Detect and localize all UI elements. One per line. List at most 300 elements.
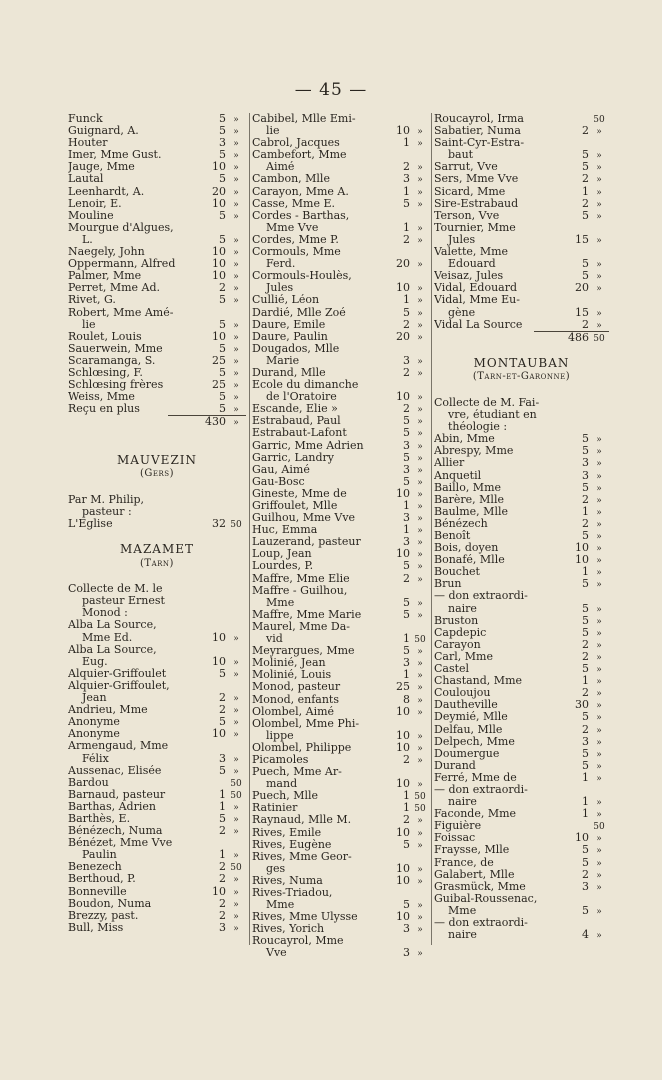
amount-francs: 5 [582,746,589,760]
amount-centimes: » [417,393,423,404]
amount-francs: 3 [403,922,410,936]
donor-name: Chastand, Mme [434,675,523,688]
amount-centimes: » [417,743,423,754]
entry-row [68,825,246,837]
amount-centimes: » [417,514,423,525]
donor-name: Berthoud, P. [68,873,136,886]
entry-row [252,827,430,839]
amount-centimes: » [596,284,602,295]
entry-row [434,736,609,748]
donor-name: Puech, Mme Ar- [252,766,342,779]
amount-centimes: » [596,507,602,518]
entry-row [434,186,609,198]
entry-row [252,814,430,826]
column-3 [434,113,609,941]
column-1 [68,113,246,934]
entry-row [252,258,430,270]
entry-row [252,851,430,863]
entry-row [68,198,246,210]
entry-row [68,740,246,752]
amount-francs: 10 [396,728,410,742]
amount-centimes: 50 [593,115,605,125]
entry-row [252,573,430,585]
donor-name: Escande, Elie » [252,403,338,416]
donor-name: Palmer, Mme [68,270,142,283]
amount-francs: 1 [403,136,410,150]
donor-name: Jauge, Mme [68,161,135,174]
amount-centimes: » [417,453,423,464]
amount-centimes: » [596,677,602,688]
amount-francs: 3 [582,734,589,748]
amount-centimes: » [596,701,602,712]
amount-centimes: » [596,308,602,319]
amount-francs: 2 [582,196,589,210]
amount-francs: 1 [403,789,410,803]
amount-francs: 2 [219,691,226,705]
donor-name: Reçu en plus [68,403,140,416]
entry-row [68,331,246,343]
entry-row [252,427,430,439]
amount-centimes: » [596,713,602,724]
entry-row [252,609,430,621]
donor-name: Veisaz, Jules [434,270,504,283]
entry-row [434,319,609,331]
donor-name: Daure, Emile [252,318,326,331]
donor-name: Bouchet [434,566,480,579]
column-rule [249,113,250,945]
entry-row [434,615,609,627]
donor-name: Ratinier [252,802,298,815]
donor-name: Alquier-Griffoulet [68,667,167,680]
donor-name: Monod, pasteur [252,681,341,694]
donor-name: pasteur : [82,505,132,518]
amount-centimes: » [596,725,602,736]
section-heading: MAZAMET [119,542,194,557]
amount-centimes: » [596,834,602,845]
donor-name: Ecole du dimanche [252,379,359,392]
donor-name: Cambefort, Mme [252,149,347,162]
amount-centimes: » [417,175,423,186]
amount-centimes: » [417,308,423,319]
donor-name: Alba La Source, [68,643,157,656]
amount-francs: 1 [582,565,589,579]
amount-centimes: » [233,875,239,886]
donor-name: Cormouls, Mme [252,246,341,259]
amount-francs: 5 [219,715,226,729]
donor-name: Weiss, Mme [68,391,135,404]
donor-name: Castel [434,663,470,676]
amount-centimes: » [596,761,602,772]
subtotal-row [168,415,246,428]
donor-name: Cabrol, Jacques [252,137,340,150]
donor-name: Roulet, Louis [68,330,142,343]
entry-row [68,765,246,777]
entry-row [434,578,609,590]
donor-name: Schlœsing frères [68,379,164,392]
amount-francs: 10 [212,630,226,644]
amount-francs: 5 [219,811,226,825]
amount-francs: 10 [396,124,410,138]
amount-centimes: » [233,754,239,765]
donor-name: Collecte de M. le [68,583,163,596]
amount-francs: 2 [403,571,410,585]
donor-name: Baillo, Mme [434,481,502,494]
donor-name: Galabert, Mlle [434,868,515,881]
donor-name: Lenoir, E. [68,197,122,210]
entry-row [68,319,246,331]
amount-francs: 1 [403,801,410,815]
donor-name: Jules [448,233,476,246]
entry-row [68,753,246,765]
donor-name: Bull, Miss [68,921,124,934]
donor-name: Maurel, Mme Da- [252,620,350,633]
donor-name: Cormouls-Houlès, [252,270,352,283]
amount-centimes: » [596,640,602,651]
amount-francs: 10 [575,831,589,845]
donor-name: Maffre - Guilhou, [252,584,348,597]
donor-name: Molinié, Louis [252,669,332,682]
donor-name: Gau-Bosc [252,475,305,488]
amount-francs: 20 [212,184,226,198]
donor-name: Fraysse, Mlle [434,844,510,857]
amount-centimes: » [417,671,423,682]
amount-centimes: 50 [593,822,605,833]
amount-francs: 10 [212,269,226,283]
amount-centimes: » [596,272,602,283]
entry-row [252,875,430,887]
amount-francs: 2 [219,908,226,922]
donor-name: Guignard, A. [68,125,139,138]
donor-name: Garric, Landry [252,451,334,464]
amount-centimes: » [233,211,239,222]
amount-francs: 1 [403,293,410,307]
donor-name: Rivet, G. [68,294,116,307]
amount-francs: 20 [575,281,589,295]
amount-centimes: » [417,538,423,549]
entry-row [252,452,430,464]
donor-name: Marie [266,354,300,367]
entry-row [434,603,609,615]
amount-centimes: 50 [414,792,426,803]
amount-centimes: » [596,532,602,542]
entry-row [252,947,430,959]
donor-name: Sers, Mme Vve [434,173,519,186]
amount-francs: 10 [212,329,226,343]
entry-row [68,607,246,619]
amount-centimes: » [233,248,239,259]
donor-name: Vidal, Mme Eu- [434,294,520,307]
entry-row [68,910,246,922]
amount-francs: 5 [582,855,589,869]
amount-francs: 2 [403,752,410,766]
donor-name: Baulme, Mlle [434,505,508,518]
amount-francs: 10 [212,245,226,259]
amount-centimes: » [233,320,239,331]
donor-name: Mouline [68,209,114,222]
donor-name: Carayon, Mme A. [252,185,349,198]
donor-name: Rives-Triadou, [252,887,333,899]
amount-francs: 5 [582,432,589,446]
section-subheading: (Gers) [140,468,174,480]
donor-name: Andrieu, Mme [68,704,148,717]
donor-name: de l'Oratoire [266,391,337,404]
amount-centimes: » [596,882,602,893]
amount-francs: 10 [212,727,226,741]
donor-name: Guibal-Roussenac, [434,892,538,905]
donor-name: Rives, Mme Geor- [252,850,352,863]
donor-name: Guilhou, Mme Vve [252,512,356,525]
amount-centimes: » [596,260,602,271]
amount-centimes: » [233,151,239,162]
donor-name: Mme Vve [266,221,319,234]
amount-centimes: » [596,616,602,627]
donor-name: Raynaud, Mlle M. [252,814,352,827]
donor-name: Valette, Mme [434,246,509,259]
amount-centimes: » [233,669,239,680]
amount-francs: 2 [403,317,410,331]
amount-francs: 5 [582,843,589,857]
donor-name: L'Eglise [68,517,113,530]
amount-francs: 3 [219,751,226,765]
amount-francs: 2 [403,813,410,827]
donor-name: Carayon [434,638,481,651]
amount-francs: 3 [403,511,410,525]
entry-row [68,886,246,898]
amount-francs: 10 [396,873,410,887]
entry-row [252,694,430,706]
amount-francs: 5 [219,293,226,307]
amount-centimes: » [596,127,602,138]
donor-name: Paulin [82,849,117,862]
entry-row [434,294,609,306]
donor-name: Mme [448,904,477,917]
section-heading: MAUVEZIN [116,452,198,467]
amount-francs: 3 [403,656,410,670]
amount-centimes: » [596,495,602,506]
donor-name: Olombel, Mme Phi- [252,717,360,730]
amount-centimes: » [233,633,239,644]
amount-centimes: 50 [230,778,242,789]
amount-francs: 5 [582,758,589,772]
amount-francs: 2 [219,896,226,910]
column-rule [431,113,432,945]
amount-francs: 5 [403,414,410,428]
amount-francs: 10 [396,740,410,754]
amount-centimes: » [596,798,602,809]
donor-name: Alquier-Griffoulet, [68,679,170,692]
donor-name: Puech, Mlle [252,790,319,803]
amount-francs: 5 [582,529,589,542]
donor-name: Anonyme [68,716,120,729]
amount-francs: 30 [575,698,589,712]
entry-row [434,929,609,941]
spacer [434,344,609,356]
amount-centimes: » [596,689,602,700]
donor-name: Foissac [434,832,476,845]
donor-name: Saint-Cyr-Estra- [434,137,525,150]
entry-row [252,681,430,693]
amount-francs: 5 [403,559,410,573]
donor-name: Figuière [434,820,482,833]
amount-centimes: » [417,368,423,379]
donor-name: Maffre, Mme Elie [252,572,350,585]
amount-centimes: » [417,876,423,887]
donor-name: Sarrut, Vve [434,161,498,174]
entry-row [68,595,246,607]
amount-centimes: » [233,657,239,668]
donor-name: Barthas, Adrien [68,800,156,813]
donor-name: Maffre, Mme Marie [252,608,362,621]
amount-francs: 15 [575,305,589,319]
donor-name: Bonneville [68,885,127,898]
donor-name: Olombel, Philippe [252,741,352,754]
entry-row [68,644,246,656]
amount-francs: 1 [582,184,589,198]
entry-row [68,583,246,595]
amount-francs: 10 [396,825,410,839]
spacer [434,385,609,397]
amount-francs: 25 [212,378,226,392]
donor-name: — don extraordi- [434,917,528,929]
entry-row [68,922,246,934]
amount-francs: 5 [582,480,589,494]
subtotal-row [534,331,609,344]
entry-row [252,319,430,331]
amount-centimes: » [596,810,602,821]
donor-name: Oppermann, Alfred [68,258,176,271]
amount-centimes: » [596,773,602,784]
entry-row [434,409,609,421]
amount-centimes: » [233,766,239,777]
entry-row [434,210,609,222]
amount-centimes: » [596,580,602,591]
amount-francs: 5 [219,232,226,246]
entry-row [252,560,430,572]
amount-centimes: » [417,260,423,271]
amount-francs: 2 [582,686,589,700]
donor-name: Scaramanga, S. [68,354,156,367]
subtotal-francs: 430 [205,415,226,429]
donor-name: Estrabaut-Lafont [252,427,347,440]
entry-row [68,307,246,319]
amount-centimes: » [596,858,602,869]
donor-name: Durand [434,759,476,772]
amount-francs: 5 [582,148,589,162]
entry-row [434,482,609,494]
entry-row [252,367,430,379]
donor-name: Naegely, John [68,246,145,259]
entry-row [434,857,609,869]
amount-francs: 2 [403,160,410,174]
amount-centimes: » [417,332,423,343]
entry-row [434,748,609,760]
amount-francs: 5 [403,426,410,440]
amount-francs: 1 [403,668,410,682]
donor-name: Couloujou [434,687,491,700]
entry-row [252,173,430,185]
amount-centimes: » [233,175,239,186]
amount-francs: 2 [219,703,226,717]
donor-name: Aussenac, Elisée [68,764,162,777]
amount-francs: 5 [219,124,226,138]
donor-name: naire [448,796,477,809]
amount-centimes: » [596,163,602,174]
entry-row [252,137,430,149]
amount-centimes: » [596,604,602,615]
amount-centimes: » [596,211,602,222]
spacer [68,530,246,542]
donor-name: Mourgue d'Algues, [68,221,174,234]
amount-centimes: » [233,187,239,198]
amount-francs: 10 [212,257,226,271]
amount-centimes: 50 [230,863,242,874]
amount-francs: 10 [212,884,226,898]
donor-name: Lauzerand, pasteur [252,536,361,549]
amount-francs: 1 [403,499,410,512]
donor-name: — don extraordi- [434,590,528,603]
spacer [68,571,246,583]
amount-francs: 1 [582,807,589,821]
donor-name: Delpech, Mme [434,735,515,748]
donor-name: Cordes, Mme P. [252,233,339,246]
amount-francs: 2 [403,402,410,416]
donor-name: Collecte de M. Fai- [434,396,540,409]
amount-francs: 5 [403,644,410,658]
donor-name: lie [82,318,96,331]
donor-name: Sicard, Mme [434,185,506,198]
entry-row [434,881,609,893]
amount-francs: 10 [575,541,589,555]
entry-row [68,210,246,222]
amount-francs: 1 [219,787,226,801]
donor-name: Jean [82,692,107,705]
donor-name: Lautal [68,173,104,186]
amount-centimes: » [417,840,423,851]
entry-row [434,307,609,319]
amount-centimes: » [233,344,239,355]
donor-name: Picamoles [252,753,309,766]
donor-name: Ferré, Mme de [434,771,517,784]
donor-name: Monod, enfants [252,693,340,706]
donor-name: Bruston [434,614,479,627]
amount-centimes: » [233,368,239,379]
spacer [68,428,246,440]
spacer [68,441,246,453]
amount-francs: 3 [219,136,226,150]
amount-francs: 1 [582,770,589,784]
amount-centimes: » [417,562,423,573]
amount-centimes: » [417,598,423,609]
amount-francs: 5 [582,577,589,591]
page-number: — 45 — [294,80,368,100]
donor-name: Gineste, Mme de [252,487,347,500]
donor-name: Houter [68,137,108,150]
section-subheading: (Tarn) [140,557,174,569]
amount-centimes: » [417,405,423,416]
amount-francs: 1 [582,795,589,809]
donor-name: Terson, Vve [434,209,500,222]
donor-name: Allier [434,457,465,470]
donor-name: Bardou [68,776,109,789]
donor-name: Boudon, Numa [68,897,152,910]
amount-francs: 20 [396,329,410,343]
amount-centimes: » [417,610,423,621]
amount-centimes: » [233,115,239,125]
amount-centimes: » [596,435,602,446]
amount-francs: 1 [219,799,226,813]
amount-francs: 5 [582,160,589,174]
donor-name: théologie : [448,421,508,434]
